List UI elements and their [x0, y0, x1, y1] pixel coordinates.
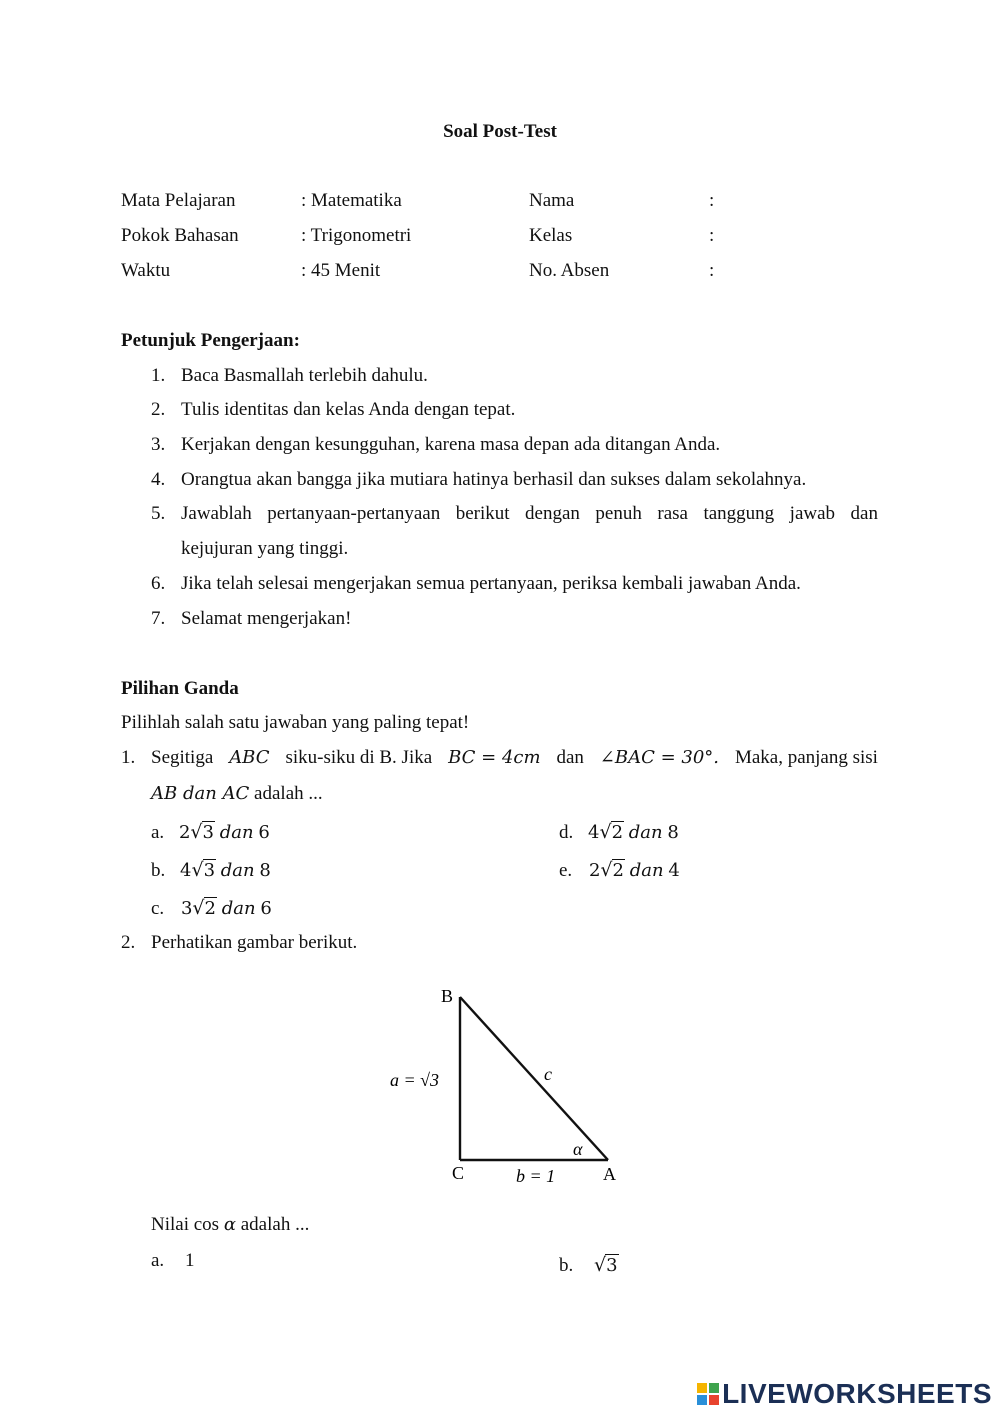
option-radicand: 3	[202, 822, 214, 843]
identity-value-topic: : Trigonometri	[301, 225, 412, 246]
list-item-number: 3.	[151, 434, 166, 455]
option-value: 6	[260, 898, 272, 919]
question-text: Nilai cos	[151, 1214, 220, 1235]
list-item: Jika telah selesai mengerjakan semua pertanyaan, periksa kembali jawaban Anda.	[181, 573, 801, 594]
angle-alpha-label: α	[573, 1139, 583, 1159]
question-text: siku-siku di B. Jika	[285, 747, 433, 768]
list-item-number: 2.	[151, 399, 166, 420]
option-letter: b.	[151, 860, 166, 881]
option-text: dan	[221, 898, 256, 919]
absen-field[interactable]: :	[709, 260, 715, 281]
option-radicand: 3	[606, 1255, 618, 1276]
question-number: 1.	[121, 747, 136, 768]
question-text: Segitiga	[151, 747, 214, 768]
option-letter: b.	[559, 1255, 574, 1276]
sqrt-icon: √	[599, 821, 612, 843]
identity-label-class: Kelas	[529, 225, 573, 246]
right-triangle-figure	[380, 980, 640, 1190]
question-text: adalah ...	[254, 783, 323, 804]
sqrt-icon: √	[594, 1254, 607, 1276]
option-text: dan	[220, 860, 255, 881]
list-item: Orangtua akan bangga jika mutiara hatinya berhasil dan sukses dalam sekolahnya.	[181, 469, 807, 490]
option-value: 1	[184, 1250, 195, 1271]
sqrt-icon: √	[191, 859, 204, 881]
option-text: dan	[628, 822, 663, 843]
option-text: dan	[629, 860, 664, 881]
liveworksheets-logo[interactable]	[697, 1378, 992, 1410]
option-text: dan	[219, 822, 254, 843]
option-value: 8	[259, 860, 271, 881]
question-text: Perhatikan gambar berikut.	[151, 932, 358, 953]
option-value: 4	[668, 860, 680, 881]
side-a-label: a = √3	[390, 1070, 440, 1090]
question-text: Maka, panjang sisi	[734, 747, 878, 768]
option-radicand: 2	[204, 898, 216, 919]
list-item: Kerjakan dengan kesungguhan, karena masa depan ada ditangan Anda.	[181, 434, 721, 455]
side-b-label: b = 1	[516, 1166, 556, 1186]
section-heading-multiple-choice: Pilihan Ganda	[121, 678, 239, 699]
identity-label-name: Nama	[529, 190, 575, 211]
identity-label-subject: Mata Pelajaran	[121, 190, 236, 211]
question-text: dan	[556, 747, 584, 768]
list-item: Jawablah pertanyaan-pertanyaan berikut dengan penuh rasa tanggung jawab dan	[181, 503, 878, 524]
section-intro: Pilihlah salah satu jawaban yang paling tepat!	[121, 712, 470, 733]
option-radicand: 2	[611, 822, 624, 843]
sides-expression: AB dan AC	[151, 783, 250, 804]
option-coefficient: 4	[180, 860, 192, 881]
angle-expression: ∠BAC = 30°.	[599, 747, 720, 768]
identity-value-subject: : Matematika	[301, 190, 402, 211]
option-2a[interactable]	[151, 1250, 194, 1272]
sqrt-icon: √	[600, 859, 613, 881]
page-title: Soal Post-Test	[443, 121, 557, 142]
option-letter: a.	[151, 822, 165, 843]
question-2-prompt	[151, 1214, 309, 1236]
option-1e[interactable]	[559, 859, 680, 882]
option-letter: c.	[151, 898, 165, 919]
list-item-number: 7.	[151, 608, 166, 629]
option-2b[interactable]	[559, 1254, 619, 1277]
list-item-number: 6.	[151, 573, 166, 594]
vertex-c-label: C	[452, 1163, 465, 1183]
identity-label-absen: No. Absen	[529, 260, 610, 281]
identity-label-time: Waktu	[121, 260, 171, 281]
identity-label-topic: Pokok Bahasan	[121, 225, 239, 246]
option-radicand: 3	[203, 860, 216, 881]
liveworksheets-logo-text: LIVEWORKSHEETS	[722, 1378, 992, 1409]
list-item-number: 4.	[151, 469, 166, 490]
vertex-a-label: A	[603, 1164, 616, 1184]
triangle-name: ABC	[229, 747, 270, 768]
vertex-b-label: B	[441, 986, 454, 1006]
liveworksheets-logo-icon	[697, 1383, 719, 1405]
name-field[interactable]: :	[709, 190, 715, 211]
class-field[interactable]: :	[709, 225, 715, 246]
instructions-heading: Petunjuk Pengerjaan:	[121, 330, 300, 351]
option-letter: a.	[151, 1250, 165, 1271]
option-coefficient: 3	[180, 898, 193, 919]
question-number: 2.	[121, 932, 136, 953]
triangle-side-c	[460, 997, 608, 1160]
option-coefficient: 4	[588, 822, 600, 843]
side-c-label: c	[544, 1064, 552, 1084]
list-item: Tulis identitas dan kelas Anda dengan tepat.	[181, 399, 516, 420]
identity-value-time: : 45 Menit	[301, 260, 381, 281]
option-1d[interactable]	[559, 821, 679, 844]
list-item: Baca Basmallah terlebih dahulu.	[181, 365, 428, 386]
option-radicand: 2	[612, 860, 624, 881]
question-text: adalah ...	[240, 1214, 310, 1235]
option-value: 8	[667, 822, 679, 843]
list-item-continuation: kejujuran yang tinggi.	[181, 538, 349, 559]
side-bc-expression: BC = 4cm	[448, 747, 541, 768]
option-1c[interactable]	[151, 897, 272, 920]
option-1a[interactable]	[151, 821, 270, 844]
sqrt-icon: √	[190, 821, 203, 843]
question-1-line-2	[151, 783, 323, 805]
option-coefficient: 2	[588, 860, 601, 881]
option-1b[interactable]	[151, 859, 271, 882]
list-item-number: 5.	[151, 503, 166, 524]
option-letter: e.	[559, 860, 573, 881]
sqrt-icon: √	[192, 897, 205, 919]
question-1-line	[151, 747, 878, 769]
option-value: 6	[258, 822, 270, 843]
option-letter: d.	[559, 822, 574, 843]
list-item: Selamat mengerjakan!	[181, 608, 352, 629]
option-coefficient: 2	[178, 822, 191, 843]
list-item-number: 1.	[151, 365, 166, 386]
alpha-symbol: α	[223, 1214, 236, 1235]
